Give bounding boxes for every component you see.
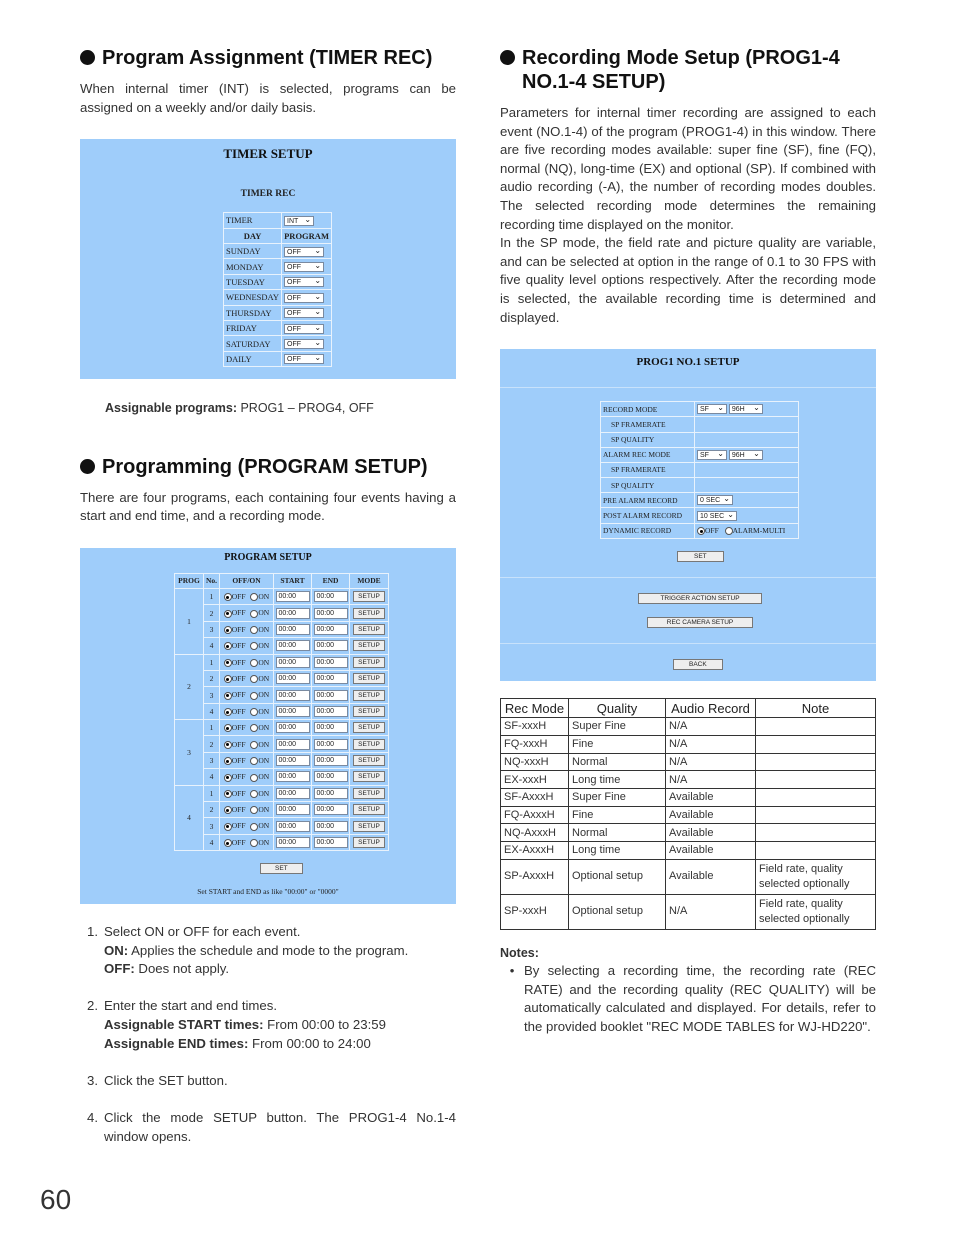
timer-rec-table (223, 212, 332, 367)
start-time-input[interactable]: 00:00 (276, 821, 310, 832)
off-radio[interactable] (224, 839, 232, 847)
sp-framerate-label: SP FRAMERATE (601, 417, 695, 432)
timer-rec-subtitle: TIMER REC (240, 189, 296, 200)
day-program-select[interactable]: OFF ⌄ (284, 354, 324, 364)
mode-setup-button[interactable]: SETUP (353, 690, 385, 701)
start-time-input[interactable]: 00:00 (276, 640, 310, 651)
timer-row (224, 320, 332, 335)
off-radio[interactable] (224, 790, 232, 798)
off-radio[interactable] (224, 757, 232, 765)
program-event-row: 2 OFF ON 00:00 00:00 SETUP (175, 736, 389, 752)
note-1: • By selecting a recording time, the recording rate (REC RATE) and the recording quality (REC QUALITY) will be automatically calculated and displayed. For details, refer to the provided booklet "REC MODE TABLES for WJ-HD220". (500, 962, 876, 1036)
rec-cell (756, 841, 876, 859)
off-radio[interactable] (224, 708, 232, 716)
mode-setup-button[interactable]: SETUP (353, 657, 385, 668)
bullet-icon (80, 50, 95, 65)
day-label: SUNDAY (224, 243, 282, 258)
event-number: 4 (204, 703, 220, 719)
program-setup-footnote: Set START and END as like "00:00" or "0000" (197, 886, 339, 896)
rec-cell: Super Fine (569, 788, 666, 806)
rec-camera-setup-button[interactable]: REC CAMERA SETUP (647, 617, 753, 628)
start-time-input[interactable]: 00:00 (276, 657, 310, 668)
back-button[interactable]: BACK (673, 659, 723, 670)
recording-mode-body-2: In the SP mode, the field rate and picture quality are variable, and can be selected at option in the range of 0.1 to 30 FPS with five quality level options respectively. After the recording mode is selected, the available recording time is determined and displayed. (500, 235, 876, 325)
timer-row (224, 336, 332, 351)
rec-cell: FQ-AxxxH (501, 806, 569, 824)
rec-mode-row (501, 859, 876, 894)
end-time-input[interactable]: 00:00 (314, 624, 348, 635)
step-1: 1. Select ON or OFF for each event. ON: Applies the schedule and mode to the program. OFF: Does not apply. (87, 923, 409, 977)
timer-label: TIMER (224, 213, 282, 228)
day-program-select[interactable]: OFF ⌄ (284, 277, 324, 287)
step-4: 4. Click the mode SETUP button. The PROG1-4 No.1-4 window opens. (87, 1109, 456, 1144)
rec-cell: SP-xxxH (501, 894, 569, 929)
rec-cell: SF-AxxxH (501, 788, 569, 806)
end-time-input[interactable]: 00:00 (314, 722, 348, 733)
timer-row (224, 351, 332, 366)
day-program-select[interactable]: OFF ⌄ (284, 324, 324, 334)
pre-alarm-label: PRE ALARM RECORD (601, 493, 695, 508)
off-radio[interactable] (224, 626, 232, 634)
col-mode: MODE (350, 573, 389, 588)
prog1-setup-table: RECORD MODE SF ⌄ 96H ⌄ SP FRAMERATE SP QUALITY ALARM REC MODE SF ⌄ 96H ⌄ SP FRAMERATE SP QUALITY PRE ALARM RECORD 0 SEC ⌄ POST ALARM RECORD 10 SEC ⌄ DYNAMIC RECORD OFF ALARM-MULTI (600, 401, 799, 539)
th-quality: Quality (569, 699, 666, 718)
program-setup-screenshot (80, 548, 456, 904)
rec-cell: SF-xxxH (501, 718, 569, 736)
off-radio[interactable] (224, 692, 232, 700)
rec-cell: FQ-xxxH (501, 735, 569, 753)
left-column (80, 46, 456, 1165)
note-bullet: • (509, 963, 515, 979)
mode-setup-button[interactable]: SETUP (353, 640, 385, 651)
event-number: 1 (204, 785, 220, 801)
mode-setup-button[interactable]: SETUP (353, 837, 385, 848)
event-number: 2 (204, 605, 220, 621)
rec-cell: Normal (569, 753, 666, 771)
day-program-select[interactable]: OFF ⌄ (284, 293, 324, 303)
timer-select[interactable]: INT ⌄ (284, 216, 314, 226)
steps-list (80, 923, 456, 1146)
event-number: 4 (204, 769, 220, 785)
prog-number: 1 (175, 588, 204, 654)
rec-mode-row (501, 718, 876, 736)
end-time-input[interactable]: 00:00 (314, 755, 348, 766)
day-label: DAILY (224, 351, 282, 366)
program-event-row: 3 OFF ON 00:00 00:00 SETUP (175, 752, 389, 768)
rec-cell: EX-AxxxH (501, 841, 569, 859)
record-time-select[interactable]: 96H ⌄ (729, 404, 763, 414)
end-time-input[interactable]: 00:00 (314, 690, 348, 701)
program-event-row: 3 OFF ON 00:00 00:00 SETUP (175, 818, 389, 834)
bullet-icon (80, 459, 95, 474)
start-time-input[interactable]: 00:00 (276, 591, 310, 602)
off-radio[interactable] (224, 806, 232, 814)
program-setup-title: PROGRAM SETUP (224, 551, 312, 563)
event-number: 2 (204, 802, 220, 818)
program-assignment-intro: When internal timer (INT) is selected, programs can be assigned on a weekly and/or daily basis. (80, 81, 456, 115)
col-offon: OFF/ON (220, 573, 274, 588)
day-label: TUESDAY (224, 274, 282, 289)
record-mode-label: RECORD MODE (601, 402, 695, 417)
rec-cell: SP-AxxxH (501, 859, 569, 894)
rec-cell (756, 806, 876, 824)
day-program-select[interactable]: OFF ⌄ (284, 247, 324, 257)
timer-row (224, 243, 332, 258)
rec-cell: Fine (569, 806, 666, 824)
rec-mode-row (501, 824, 876, 842)
start-time-input[interactable]: 00:00 (276, 771, 310, 782)
off-radio[interactable] (224, 741, 232, 749)
day-label: SATURDAY (224, 336, 282, 351)
program-event-row: 3 1 OFF ON 00:00 00:00 SETUP (175, 720, 389, 736)
col-end: END (312, 573, 350, 588)
rec-mode-row (501, 735, 876, 753)
rec-cell: Available (666, 859, 756, 894)
program-event-row: 3 OFF ON 00:00 00:00 SETUP (175, 621, 389, 637)
section-heading-program-assignment: Program Assignment (TIMER REC) (80, 46, 456, 70)
col-prog: PROG (175, 573, 204, 588)
day-label: MONDAY (224, 259, 282, 274)
prog1-setup-title: PROG1 NO.1 SETUP (636, 356, 740, 369)
rec-cell: Available (666, 841, 756, 859)
rec-cell: Super Fine (569, 718, 666, 736)
post-alarm-label: POST ALARM RECORD (601, 508, 695, 523)
dynamic-alarm-radio[interactable] (725, 527, 733, 535)
rec-cell: NQ-xxxH (501, 753, 569, 771)
trigger-action-setup-button[interactable]: TRIGGER ACTION SETUP (638, 593, 762, 604)
event-number: 2 (204, 736, 220, 752)
event-number: 4 (204, 638, 220, 654)
start-time-input[interactable]: 00:00 (276, 722, 310, 733)
rec-cell (756, 771, 876, 789)
mode-setup-button[interactable]: SETUP (353, 755, 385, 766)
end-time-input[interactable]: 00:00 (314, 657, 348, 668)
rec-cell: Available (666, 788, 756, 806)
program-event-row: 1 1 OFF ON 00:00 00:00 SETUP (175, 588, 389, 604)
start-time-input[interactable]: 00:00 (276, 690, 310, 701)
timer-setup-screenshot (80, 139, 456, 379)
mode-setup-button[interactable]: SETUP (353, 624, 385, 635)
start-time-input[interactable]: 00:00 (276, 837, 310, 848)
start-time-input[interactable]: 00:00 (276, 706, 310, 717)
prog1-setup-screenshot (500, 349, 876, 681)
off-radio[interactable] (224, 593, 232, 601)
program-event-row: 2 OFF ON 00:00 00:00 SETUP (175, 605, 389, 621)
sp-quality-label-2: SP QUALITY (601, 478, 695, 493)
rec-cell: N/A (666, 894, 756, 929)
rec-mode-row (501, 771, 876, 789)
dynamic-record-label: DYNAMIC RECORD (601, 523, 695, 538)
program-event-row: 4 1 OFF ON 00:00 00:00 SETUP (175, 785, 389, 801)
rec-cell: Optional setup (569, 894, 666, 929)
timer-row (224, 274, 332, 289)
programming-intro: There are four programs, each containing four events having a start and end time, and a recording mode. (80, 489, 456, 524)
event-number: 3 (204, 752, 220, 768)
start-time-input[interactable]: 00:00 (276, 624, 310, 635)
rec-cell: Available (666, 806, 756, 824)
bullet-icon (500, 50, 515, 65)
alarm-rec-mode-label: ALARM REC MODE (601, 447, 695, 462)
rec-mode-row (501, 894, 876, 929)
notes-label: Notes: (500, 945, 539, 960)
dynamic-off-radio[interactable] (697, 527, 705, 535)
end-time-input[interactable]: 00:00 (314, 640, 348, 651)
th-audio-record: Audio Record (666, 699, 756, 718)
alarm-rec-mode-select[interactable]: SF ⌄ (697, 450, 727, 460)
day-label: FRIDAY (224, 320, 282, 335)
alarm-rec-time-select[interactable]: 96H ⌄ (729, 450, 763, 460)
prog1-set-button[interactable]: SET (677, 551, 724, 562)
event-number: 1 (204, 654, 220, 670)
off-radio[interactable] (224, 774, 232, 782)
start-time-input[interactable]: 00:00 (276, 673, 310, 684)
mode-setup-button[interactable]: SETUP (353, 739, 385, 750)
program-event-row: 4 OFF ON 00:00 00:00 SETUP (175, 769, 389, 785)
on-radio[interactable] (250, 774, 258, 782)
col-no: No. (204, 573, 220, 588)
end-time-input[interactable]: 00:00 (314, 608, 348, 619)
event-number: 1 (204, 720, 220, 736)
start-time-input[interactable]: 00:00 (276, 608, 310, 619)
section-heading-programming: Programming (PROGRAM SETUP) (80, 455, 456, 479)
timer-setup-title: TIMER SETUP (223, 146, 313, 162)
mode-setup-button[interactable]: SETUP (353, 591, 385, 602)
rec-cell: Long time (569, 771, 666, 789)
section-heading-recording-mode: Recording Mode Setup (PROG1-4 NO.1-4 SETUP) (500, 46, 876, 94)
mode-setup-button[interactable]: SETUP (353, 804, 385, 815)
program-event-row: 4 OFF ON 00:00 00:00 SETUP (175, 638, 389, 654)
event-number: 3 (204, 621, 220, 637)
off-radio[interactable] (224, 724, 232, 732)
event-number: 4 (204, 834, 220, 850)
rec-cell (756, 753, 876, 771)
mode-setup-button[interactable]: SETUP (353, 673, 385, 684)
rec-cell: N/A (666, 735, 756, 753)
rec-cell: Long time (569, 841, 666, 859)
sp-framerate-label-2: SP FRAMERATE (601, 462, 695, 477)
event-number: 3 (204, 687, 220, 703)
rec-cell (756, 788, 876, 806)
rec-cell (756, 735, 876, 753)
program-event-row: 4 OFF ON 00:00 00:00 SETUP (175, 703, 389, 719)
end-time-input[interactable]: 00:00 (314, 804, 348, 815)
start-time-input[interactable]: 00:00 (276, 788, 310, 799)
timer-row (224, 290, 332, 305)
rec-cell: Fine (569, 735, 666, 753)
timer-row (224, 259, 332, 274)
rec-cell: NQ-AxxxH (501, 824, 569, 842)
program-header: PROGRAM (282, 228, 332, 243)
day-program-select[interactable]: OFF ⌄ (284, 308, 324, 318)
rec-cell: Normal (569, 824, 666, 842)
th-rec-mode: Rec Mode (501, 699, 569, 718)
rec-mode-table (500, 698, 876, 930)
off-radio[interactable] (224, 659, 232, 667)
post-alarm-select[interactable]: 10 SEC ⌄ (697, 511, 737, 521)
rec-cell: N/A (666, 771, 756, 789)
end-time-input[interactable]: 00:00 (314, 788, 348, 799)
event-number: 1 (204, 588, 220, 604)
day-label: WEDNESDAY (224, 290, 282, 305)
day-label: THURSDAY (224, 305, 282, 320)
start-time-input[interactable]: 00:00 (276, 739, 310, 750)
end-time-input[interactable]: 00:00 (314, 673, 348, 684)
rec-cell (756, 824, 876, 842)
col-start: START (274, 573, 312, 588)
rec-cell: Available (666, 824, 756, 842)
rec-cell: Optional setup (569, 859, 666, 894)
mode-setup-button[interactable]: SETUP (353, 821, 385, 832)
prog-number: 2 (175, 654, 204, 720)
program-setup-table (174, 573, 389, 851)
prog-number: 4 (175, 785, 204, 851)
day-header: DAY (224, 228, 282, 243)
end-time-input[interactable]: 00:00 (314, 821, 348, 832)
end-time-input[interactable]: 00:00 (314, 837, 348, 848)
mode-setup-button[interactable]: SETUP (353, 706, 385, 717)
program-event-row: 2 1 OFF ON 00:00 00:00 SETUP (175, 654, 389, 670)
end-time-input[interactable]: 00:00 (314, 739, 348, 750)
rec-mode-row (501, 753, 876, 771)
sp-quality-label: SP QUALITY (601, 432, 695, 447)
off-radio[interactable] (224, 675, 232, 683)
pre-alarm-select[interactable]: 0 SEC ⌄ (697, 495, 733, 505)
mode-setup-button[interactable]: SETUP (353, 771, 385, 782)
assignable-programs: Assignable programs: PROG1 – PROG4, OFF (105, 401, 374, 416)
rec-mode-row (501, 788, 876, 806)
rec-cell: EX-xxxH (501, 771, 569, 789)
set-button[interactable]: SET (260, 863, 303, 874)
start-time-input[interactable]: 00:00 (276, 755, 310, 766)
event-number: 3 (204, 818, 220, 834)
step-2: 2. Enter the start and end times. Assignable START times: From 00:00 to 23:59 Assignable END times: From 00:00 to 24:00 (87, 998, 386, 1051)
right-column (500, 46, 876, 1037)
off-radio[interactable] (224, 823, 232, 831)
mode-setup-button[interactable]: SETUP (353, 722, 385, 733)
program-event-row: 4 OFF ON 00:00 00:00 SETUP (175, 834, 389, 850)
off-radio[interactable] (224, 642, 232, 650)
rec-cell: N/A (666, 718, 756, 736)
mode-setup-button[interactable]: SETUP (353, 788, 385, 799)
rec-cell: Field rate, quality selected optionally (756, 859, 876, 894)
timer-row (224, 305, 332, 320)
step-3: 3. Click the SET button. (87, 1072, 228, 1088)
rec-mode-row (501, 806, 876, 824)
program-event-row: 2 OFF ON 00:00 00:00 SETUP (175, 670, 389, 686)
day-program-select[interactable]: OFF ⌄ (284, 262, 324, 272)
event-number: 2 (204, 670, 220, 686)
page-number: 60 (40, 1184, 72, 1215)
prog-number: 3 (175, 720, 204, 786)
recording-mode-body-1: Parameters for internal timer recording are assigned to each event (NO.1-4) of the program (PROG1-4) in this window. There are five recording modes available: super fine (SF), fine (FQ), normal (NQ), long-time (EX) and optional (SP). If combined with audio recording (-A), the number of recording modes doubles. The selected recording mode determines the remaining recording time displayed on the monitor. (500, 105, 876, 232)
record-mode-select[interactable]: SF ⌄ (697, 404, 727, 414)
program-event-row: 3 OFF ON 00:00 00:00 SETUP (175, 687, 389, 703)
rec-cell (756, 718, 876, 736)
rec-cell: N/A (666, 753, 756, 771)
off-radio[interactable] (224, 610, 232, 618)
mode-setup-button[interactable]: SETUP (353, 608, 385, 619)
th-note: Note (756, 699, 876, 718)
program-event-row: 2 OFF ON 00:00 00:00 SETUP (175, 802, 389, 818)
end-time-input[interactable]: 00:00 (314, 771, 348, 782)
end-time-input[interactable]: 00:00 (314, 706, 348, 717)
day-program-select[interactable]: OFF ⌄ (284, 339, 324, 349)
rec-cell: Field rate, quality selected optionally (756, 894, 876, 929)
start-time-input[interactable]: 00:00 (276, 804, 310, 815)
end-time-input[interactable]: 00:00 (314, 591, 348, 602)
rec-mode-row (501, 841, 876, 859)
